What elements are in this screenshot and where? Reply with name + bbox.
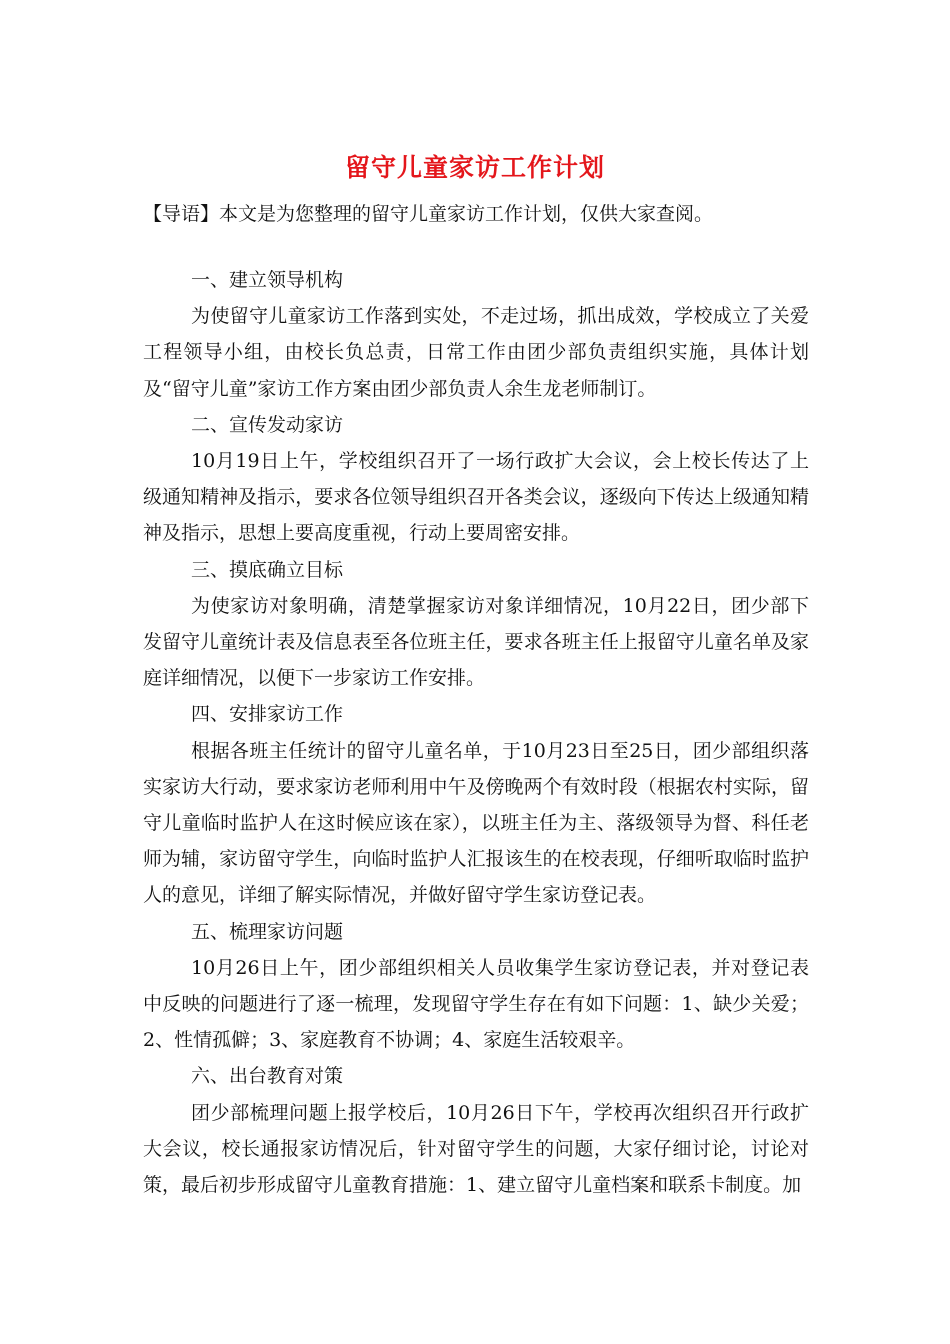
section-paragraph: 根据各班主任统计的留守儿童名单，于10月23日至25日，团少部组织落实家访大行动，要求家访老师利用中午及傍晚两个有效时段（根据农村实际，留守儿童临时监护人在这时候应该在家），以班主任为主、落级领导为督、科任老师为辅，家访留守学生，向临时监护人汇报该生的在校表现，仔细听取临时监护人的意见，详细了解实际情况，并做好留守学生家访登记表。 [143,739,809,907]
document-intro: 【导语】本文是为您整理的留守儿童家访工作计划，仅供大家查阅。 [143,203,714,225]
section-paragraph: 10月26日上午，团少部组织相关人员收集学生家访登记表，并对登记表中反映的问题进行了逐一梳理，发现留守学生存在有如下问题：1、缺少关爱；2、性情孤僻；3、家庭教育不协调；4、家庭生活较艰辛。 [143,956,809,1052]
section-heading: 一、建立领导机构 [191,269,344,291]
section-heading: 六、出台教育对策 [191,1065,344,1088]
document-body [143,262,809,1203]
document-title: 留守儿童家访工作计划 [344,153,605,182]
section-heading: 二、宣传发动家访 [191,413,344,436]
section-paragraph: 为使留守儿童家访工作落到实处，不走过场，抓出成效，学校成立了关爱工程领导小组，由校长负总责，日常工作由团少部负责组织实施，具体计划及“留守儿童”家访工作方案由团少部负责人余生龙老师制订。 [143,305,809,400]
section-paragraph: 10月19日上午，学校组织召开了一场行政扩大会议，会上校长传达了上级通知精神及指示，要求各位领导组织召开各类会议，逐级向下传达上级通知精神及指示，思想上要高度重视，行动上要周密安排。 [143,450,809,545]
section-heading: 五、梳理家访问题 [191,920,344,943]
section-paragraph: 团少部梳理问题上报学校后，10月26日下午，学校再次组织召开行政扩大会议，校长通报家访情况后，针对留守学生的问题，大家仔细讨论，讨论对策，最后初步形成留守儿童教育措施：1、建立留守儿童档案和联系卡制度。加 [143,1101,809,1197]
section-heading: 四、安排家访工作 [191,703,344,726]
section-paragraph: 为使家访对象明确，清楚掌握家访对象详细情况，10月22日，团少部下发留守儿童统计表及信息表至各位班主任，要求各班主任上报留守儿童名单及家庭详细情况，以便下一步家访工作安排。 [143,594,809,690]
section-heading: 三、摸底确立目标 [191,558,344,581]
